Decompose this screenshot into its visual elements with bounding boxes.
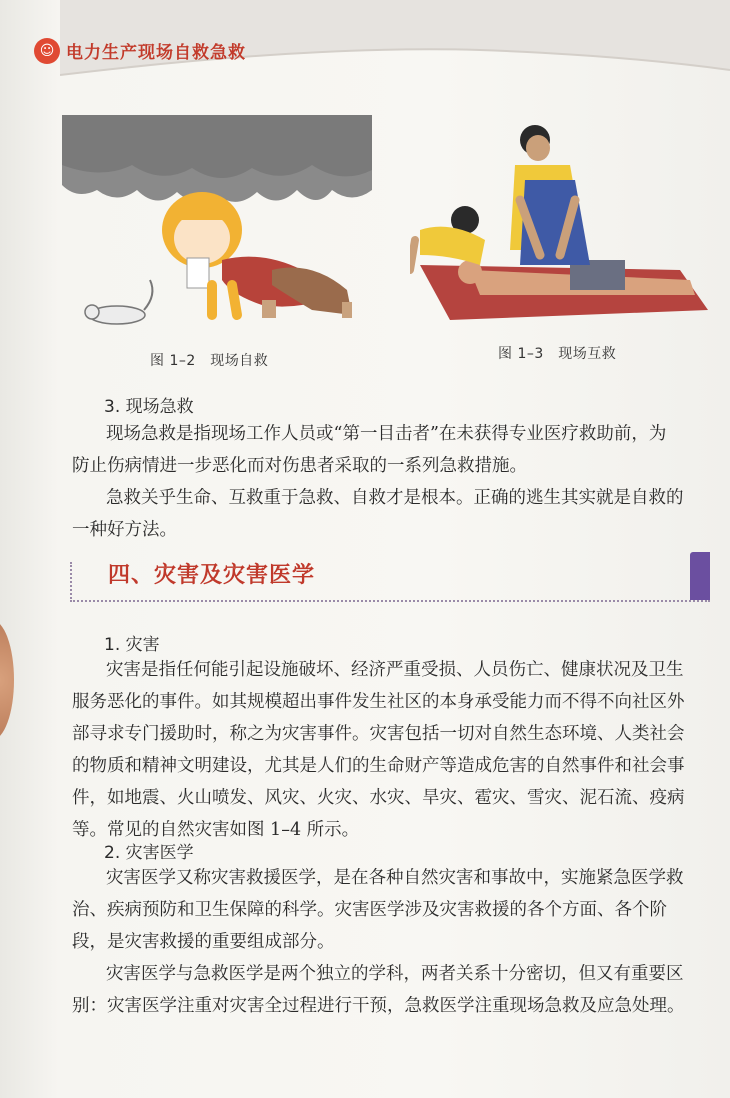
paragraph-self-rescue-importance <box>72 482 712 546</box>
text-line: 一种好方法。 <box>72 520 177 540</box>
text-line: 防止伤病情进一步恶化而对伤患者采取的一系列急救措施。 <box>72 456 527 476</box>
text-line: 治、疾病预防和卫生保障的科学。灾害医学涉及灾害救援的各个方面、各个阶 <box>72 900 667 920</box>
section-tab-marker <box>690 552 710 600</box>
section-divider-horizontal <box>70 600 710 602</box>
text-line: 等。常见的自然灾害如图 1–4 所示。 <box>72 820 360 840</box>
paragraph-onsite-first-aid <box>72 418 712 482</box>
page-header <box>0 0 730 95</box>
figure-caption-right: 图 1–3 现场互救 <box>498 346 617 362</box>
section-title: 四、灾害及灾害医学 <box>108 562 316 588</box>
text-line: 件，如地震、火山喷发、风灾、火灾、水灾、旱灾、雹灾、雪灾、泥石流、疫病 <box>72 788 685 808</box>
book-logo-icon: ☺ <box>34 38 60 64</box>
text-line: 别：灾害医学注重对灾害全过程进行干预，急救医学注重现场急救及应急处理。 <box>72 996 685 1016</box>
text-line: 灾害医学与急救医学是两个独立的学科，两者关系十分密切，但又有重要区 <box>106 964 684 984</box>
section-heading-box <box>64 552 710 604</box>
subheading-onsite-first-aid: 3. 现场急救 <box>104 397 194 417</box>
figure-caption-left: 图 1–2 现场自救 <box>150 353 269 369</box>
text-line: 现场急救是指现场工作人员或“第一目击者”在未获得专业医疗救助前，为 <box>106 424 667 444</box>
text-line: 服务恶化的事件。如其规模超出事件发生社区的本身承受能力而不得不向社区外 <box>72 692 685 712</box>
text-line: 的物质和精神文明建设，尤其是人们的生命财产等造成危害的自然事件和社会事 <box>72 756 685 776</box>
text-line: 灾害医学又称灾害救援医学，是在各种自然灾害和事故中，实施紧急医学救 <box>106 868 684 888</box>
text-line: 急救关乎生命、互救重于急救、自救才是根本。正确的逃生其实就是自救的 <box>106 488 684 508</box>
paragraph-disaster-medicine-2 <box>72 958 712 1022</box>
subheading-disaster-medicine: 2. 灾害医学 <box>104 843 194 863</box>
text-line: 段，是灾害救援的重要组成部分。 <box>72 932 335 952</box>
running-header-title: 电力生产现场自救急救 <box>66 43 246 63</box>
text-line: 灾害是指任何能引起设施破坏、经济严重受损、人员伤亡、健康状况及卫生 <box>106 660 684 680</box>
figure-self-rescue <box>62 110 374 330</box>
subheading-disaster: 1. 灾害 <box>104 635 160 655</box>
finger-thumb <box>0 620 14 740</box>
figure-mutual-rescue <box>410 120 710 330</box>
paragraph-disaster <box>72 654 712 846</box>
section-divider-vertical <box>70 562 72 602</box>
paragraph-disaster-medicine-1 <box>72 862 712 958</box>
text-line: 部寻求专门援助时，称之为灾害事件。灾害包括一切对自然生态环境、人类社会 <box>72 724 685 744</box>
